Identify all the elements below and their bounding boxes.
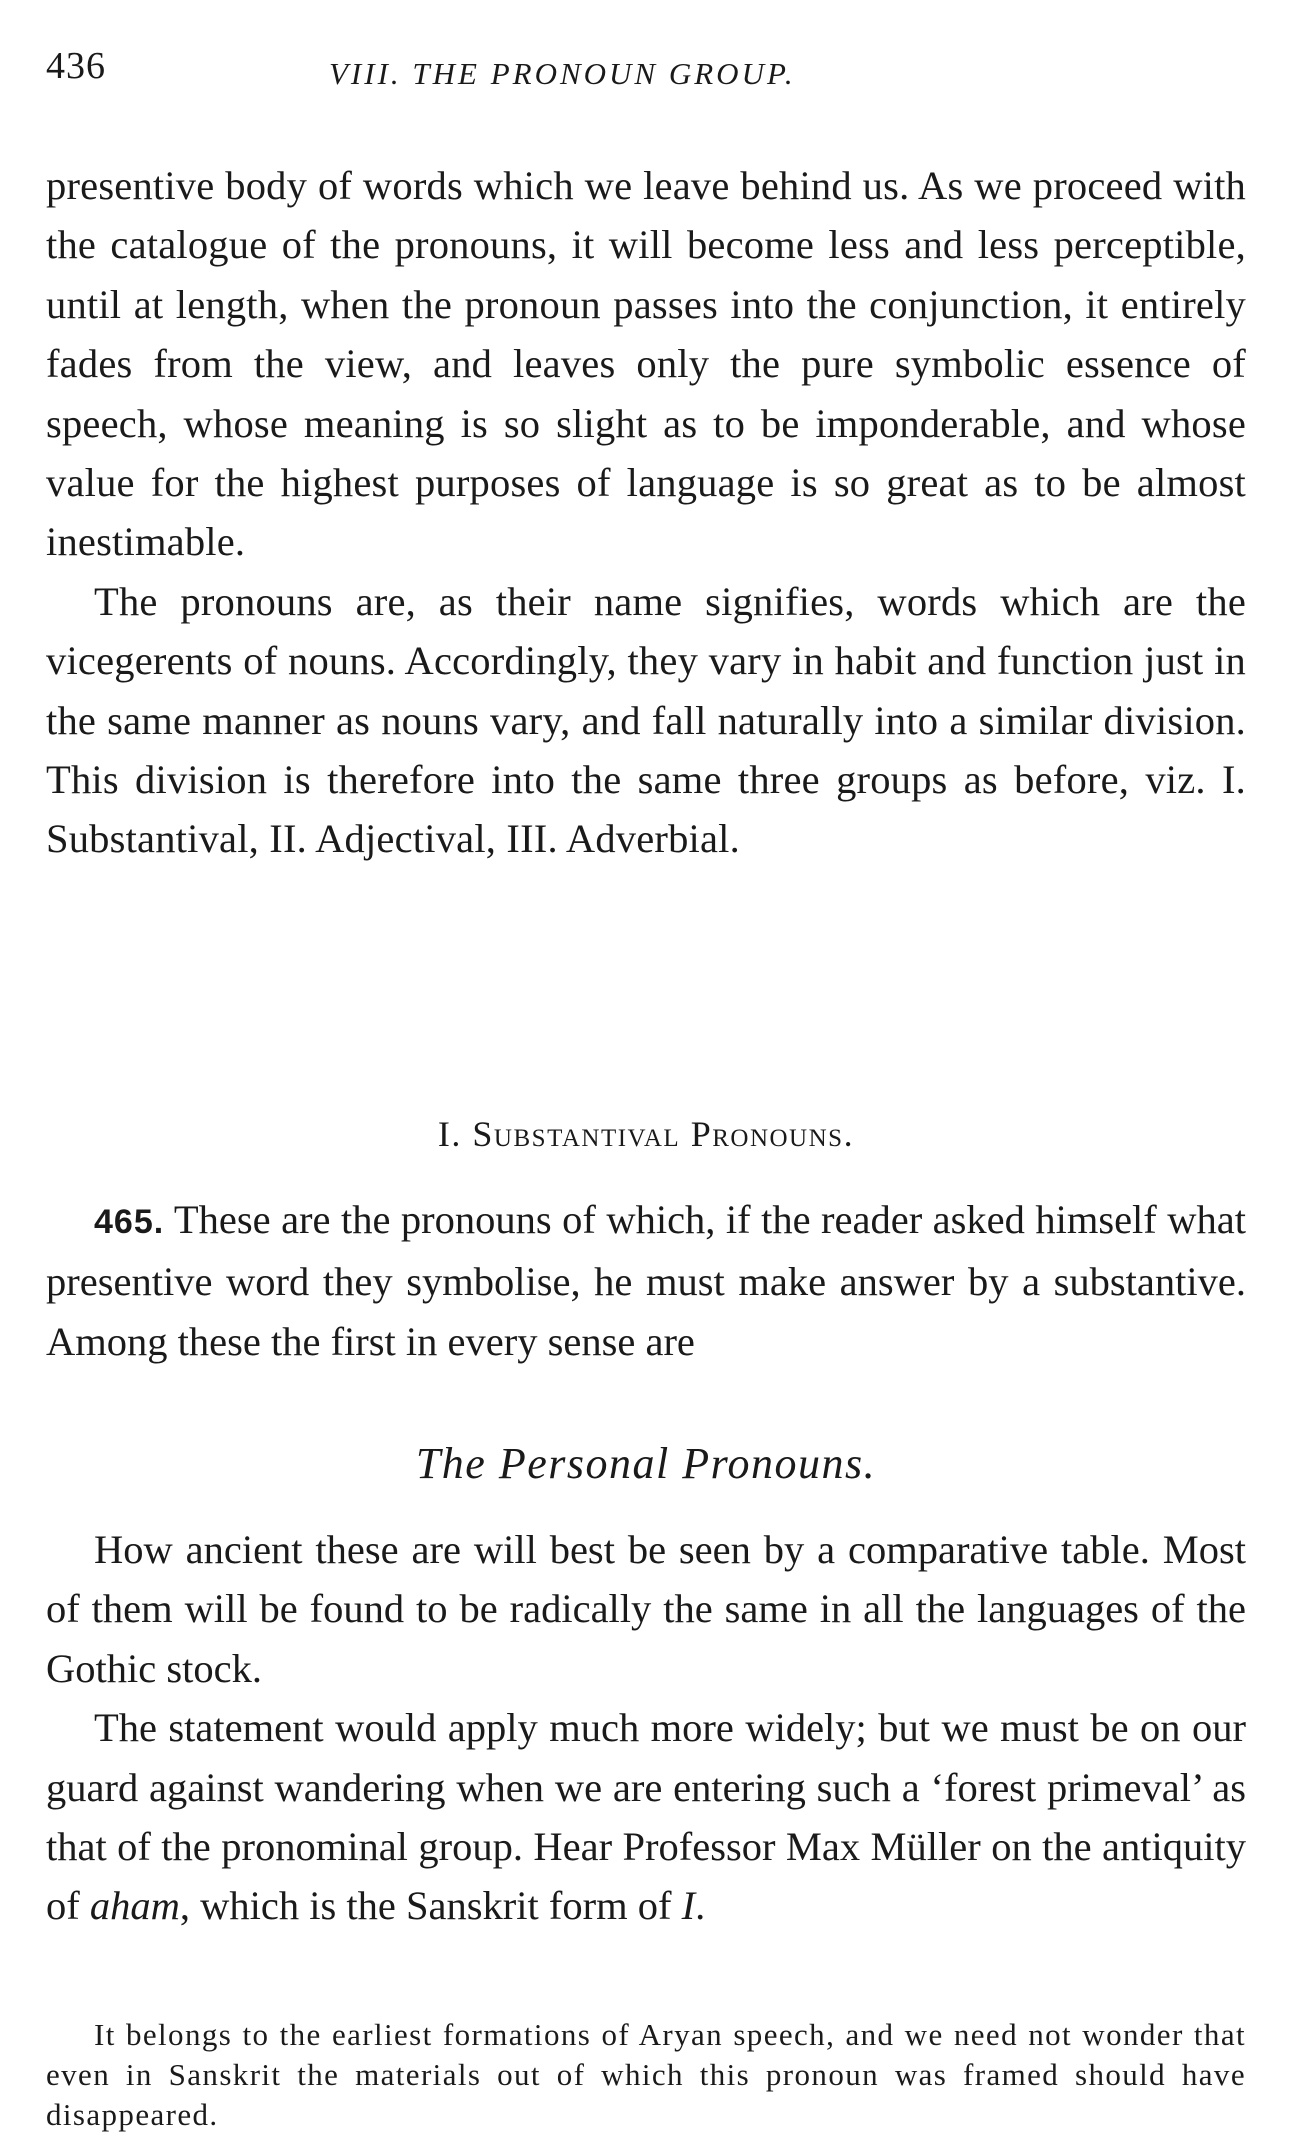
page-header — [46, 40, 1246, 110]
intro-paragraph-2: The pronouns are, as their name signifies, words which are the vicegerents of nouns. Accordingly, they vary in habit and function just in the same manner as nouns vary, and fall naturally into a similar division. This division is therefore into the same three groups as before, viz. I. Substantival, II. Adjectival, III. Adverbial. — [46, 578, 1246, 862]
quote-text: It belongs to the earliest formations of Aryan speech, and we need not wonder that even in Sanskrit the materials out of which this pronoun was framed should have disappeared. — [46, 2017, 1246, 2132]
personal-paragraph-2-start: The statement would apply much more widely; but we must be on our guard against wandering when we are entering such a ‘forest primeval’ as that of the pronominal group. Hear Professor Max Müller on the antiquity of — [46, 1705, 1246, 1929]
subheading: The Personal Pronouns. — [415, 1439, 877, 1488]
paragraph-465 — [46, 1190, 1246, 1371]
personal-paragraph-2 — [46, 1698, 1246, 1936]
personal-paragraph-2-end: . — [695, 1883, 706, 1929]
personal-paragraph-1: How ancient these are will best be seen by a comparative table. Most of them will be found to be radically the same in all the languages of the Gothic stock. — [46, 1527, 1246, 1691]
section-heading: I. Substantival Pronouns. — [437, 1114, 855, 1154]
intro-paragraph-1: presentive body of words which we leave behind us. As we proceed with the catalogue of the pronouns, it will become less and less perceptible, until at length, when the pronoun passes into the conjunction, it entirely fades from the view, and leaves only the pure symbolic essence of speech, whose meaning is so slight as to be imponderable, and whose value for the highest purposes of language is so great as to be almost inestimable. — [46, 163, 1246, 565]
page-number: 436 — [46, 45, 106, 87]
intro-text — [46, 156, 1246, 869]
personal-paragraph-2-mid: , which is the Sanskrit form of — [179, 1883, 672, 1929]
book-page — [46, 40, 1246, 2132]
sanskrit-term: aham — [89, 1883, 180, 1929]
paragraph-number: 465. — [94, 1203, 165, 1241]
english-term: I — [681, 1883, 696, 1929]
personal-pronouns-text — [46, 1520, 1246, 1936]
block-quote — [46, 2015, 1246, 2135]
paragraph-465-body — [46, 1190, 1246, 1371]
paragraph-465-text: These are the pronouns of which, if the reader asked himself what presentive word they symbolise, he must make answer by a substantive. Among these the first in every sense are — [46, 1197, 1246, 1364]
running-head: VIII. THE PRONOUN GROUP. — [329, 56, 796, 91]
